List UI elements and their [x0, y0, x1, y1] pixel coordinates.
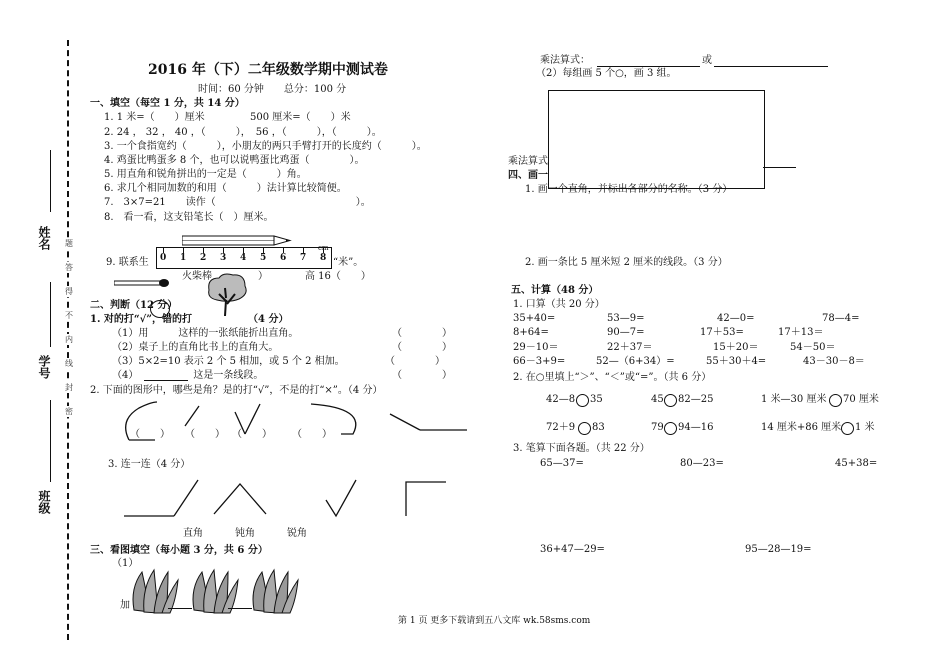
- oral-problem: 52—（6+34）=: [596, 356, 675, 367]
- compare-circle: [664, 394, 677, 407]
- name-underline: [50, 150, 51, 212]
- compare-right: 83: [592, 422, 605, 433]
- ruler-unit: cm: [318, 244, 329, 252]
- page-title: 2016 年（下）二年级数学期中测试卷: [148, 62, 388, 78]
- ruler-number: 6: [280, 253, 287, 263]
- written-problem: 95—28—19=: [745, 544, 812, 555]
- q9-matchstick: 火柴棒: [182, 271, 212, 282]
- mult-expr-top: 乘法算式：: [540, 55, 590, 66]
- ruler-number: 2: [200, 253, 207, 263]
- class-underline: [50, 400, 51, 482]
- angle-label-obtuse: 钝角: [235, 528, 255, 539]
- compare-right: 1 米: [855, 422, 875, 433]
- compare-circle: [578, 422, 591, 435]
- q6: 6. 求几个相同加数的和用（ ）法计算比较简便。: [104, 183, 347, 194]
- oral-problem: 78—4=: [822, 313, 860, 324]
- seal-char: 得: [65, 287, 73, 296]
- oral-problem: 90—7=: [607, 327, 645, 338]
- judge-item-3-paren: （ ）: [385, 356, 445, 367]
- section1-heading: 一、填空（每空 1 分，共 14 分）: [90, 98, 245, 109]
- judge-item-4-paren: （ ）: [392, 370, 452, 381]
- connect-figures: [120, 476, 460, 520]
- judge-q1-head: 1. 对的打“√”，错的打: [90, 314, 192, 325]
- compare-left: 79: [651, 422, 664, 433]
- section4-q2: 2. 画一条比 5 厘米短 2 厘米的线段。（3 分）: [525, 257, 728, 268]
- q3: 3. 一个食指宽约（ ），小朋友的两只手臂打开的长度约（ ）。: [104, 141, 427, 152]
- section4-q1: 1. 画一个直角，并标出各部分的名称。（3 分）: [525, 184, 733, 195]
- oral-problem: 17＋53=: [700, 327, 744, 338]
- draw-circles-q: （2）每组画 5 个○，画 3 组。: [536, 68, 677, 79]
- oral-problem: 15＋20＝: [713, 342, 759, 353]
- oral-problem: 55＋30＋4=: [706, 356, 767, 367]
- compare-left: 72＋9: [546, 422, 576, 433]
- judge-item-3: （3）5×2=10 表示 2 个 5 相加，或 5 个 2 相加。: [112, 356, 345, 367]
- compare-circle: [829, 394, 842, 407]
- compare-heading: 2. 在○里填上“＞”、“＜”或“=”。（共 6 分）: [513, 372, 712, 383]
- section3-q1: （1）: [112, 558, 139, 569]
- q5: 5. 用直角和锐角拼出的一定是（ ）角。: [104, 169, 307, 180]
- banana-answer-line: [168, 608, 192, 609]
- judge-q1-score: （4 分）: [248, 314, 289, 325]
- angle-label-acute: 锐角: [287, 528, 307, 539]
- ruler-number: 3: [220, 253, 227, 263]
- q9-mid: “米”。: [333, 257, 364, 268]
- q9-matchstick-paren: ）: [258, 271, 268, 282]
- seal-char: 题: [65, 239, 73, 248]
- mult-answer-line: [597, 66, 700, 67]
- written-heading: 3. 笔算下面各题。（共 22 分）: [513, 443, 650, 454]
- judge-item-2: （2）桌子上的直角比书上的直角大。: [112, 342, 279, 353]
- written-problem: 45+38=: [835, 458, 878, 469]
- ruler-number: 8: [320, 253, 327, 263]
- oral-problem: 43－30－8＝: [803, 356, 865, 367]
- ruler-number: 4: [240, 253, 247, 263]
- q7: 7. 3×7=21 读作（ ）。: [104, 197, 371, 208]
- compare-right: 35: [590, 394, 603, 405]
- compare-circle: [576, 394, 589, 407]
- or-text: 或: [702, 55, 712, 66]
- ruler-number: 7: [300, 253, 307, 263]
- ruler-number: 0: [160, 253, 167, 263]
- oral-problem: 54－50＝: [790, 342, 836, 353]
- seal-char: 密: [65, 407, 73, 416]
- id-underline: [50, 282, 51, 347]
- drawing-box: [548, 90, 765, 189]
- mult-answer-line: [763, 167, 796, 168]
- matchstick-image: [114, 278, 170, 288]
- angle-label-right: 直角: [183, 528, 203, 539]
- oral-problem: 35+40=: [513, 313, 556, 324]
- oral-problem: 42—0=: [717, 313, 755, 324]
- seal-char: 答: [65, 263, 73, 272]
- angle-paren-1: （ ）: [130, 429, 170, 440]
- judge-item-4: （4） 这是一条线段。: [112, 370, 264, 381]
- angle-paren-4: （ ）: [292, 429, 332, 440]
- seal-char: 不: [65, 311, 73, 320]
- banana-bunch-image: [188, 566, 240, 618]
- addition-label: 加: [120, 600, 130, 611]
- name-label: 姓名: [37, 226, 51, 250]
- class-label: 班级: [37, 490, 51, 514]
- judge-item-1-paren: （ ）: [392, 328, 452, 339]
- section5-heading: 五、计算（48 分）: [511, 285, 599, 296]
- written-problem: 65—37=: [540, 458, 584, 469]
- section3-heading: 三、看图填空（每小题 3 分，共 6 分）: [90, 545, 268, 556]
- section2-heading: 二、判断（12 分）: [90, 300, 178, 311]
- seal-char: 线: [65, 359, 73, 368]
- banana-bunch-image: [128, 566, 180, 618]
- banana-bunch-image: [248, 566, 300, 618]
- written-problem: 36+47—29=: [540, 544, 605, 555]
- oral-problem: 17＋13＝: [778, 327, 824, 338]
- compare-left: 42—8: [546, 394, 576, 405]
- footer-text: 第 1 页 更多下载请到五八文库 wk.58sms.com: [398, 616, 591, 626]
- judge-item-2-paren: （ ）: [392, 342, 452, 353]
- segment-shape: [144, 380, 188, 381]
- ruler-number: 5: [260, 253, 267, 263]
- q1a: 1. 1 米=（ ）厘米: [104, 112, 205, 123]
- connect-heading: 3. 连一连（4 分）: [108, 459, 191, 470]
- time-info: 时间：60 分钟 总分：100 分: [198, 84, 347, 95]
- compare-right: 70 厘米: [843, 394, 879, 405]
- compare-left: 1 米—30 厘米: [761, 394, 827, 405]
- angle-paren-2: （ ）: [185, 429, 225, 440]
- ruler-number: 1: [180, 253, 187, 263]
- banana-answer-line: [228, 608, 252, 609]
- compare-circle: [664, 422, 677, 435]
- judge-item-1: （1）用 这样的一张纸能折出直角。: [112, 328, 299, 339]
- q9: 9. 联系生: [106, 257, 149, 268]
- compare-circle: [841, 422, 854, 435]
- oral-problem: 22＋37＝: [607, 342, 653, 353]
- mult-expr-bottom: 乘法算式: [508, 156, 548, 167]
- oral-problem: 66－3+9=: [513, 356, 566, 367]
- tree-image: [205, 272, 249, 316]
- q8: 8. 看一看，这支铅笔长（ ）厘米。: [104, 212, 274, 223]
- seal-char: 内: [65, 335, 73, 344]
- compare-right: 82—25: [678, 394, 714, 405]
- compare-right: 94—16: [678, 422, 714, 433]
- pencil-image: [182, 234, 294, 248]
- oral-problem: 53—9=: [607, 313, 645, 324]
- oral-heading: 1. 口算（共 20 分）: [513, 299, 605, 310]
- angle-paren-3: （ ）: [232, 429, 272, 440]
- judge-q2-head: 2. 下面的图形中，哪些是角？是的打“√”，不是的打“×”。（4 分）: [90, 385, 383, 396]
- q2: 2. 24 ， 32 ， 40 ，（ ）， 56 ，（ ），（ ）。: [104, 127, 382, 138]
- id-label: 学号: [37, 355, 51, 379]
- q9-tree-height: 高 16（ ）: [305, 271, 371, 282]
- compare-left: 45: [651, 394, 664, 405]
- q1b: 500 厘米=（ ）米: [250, 112, 351, 123]
- q4: 4. 鸡蛋比鸭蛋多 8 个，也可以说鸭蛋比鸡蛋（ ）。: [104, 155, 365, 166]
- section4-heading: 四、画一: [508, 170, 548, 181]
- seal-char: 封: [65, 383, 73, 392]
- compare-left: 14 厘米+86 厘米: [761, 422, 842, 433]
- oral-problem: 8+64=: [513, 327, 549, 338]
- circle-shape: [150, 300, 170, 318]
- mult-answer-line: [714, 66, 828, 67]
- oral-problem: 29－10＝: [513, 342, 559, 353]
- written-problem: 80—23=: [680, 458, 724, 469]
